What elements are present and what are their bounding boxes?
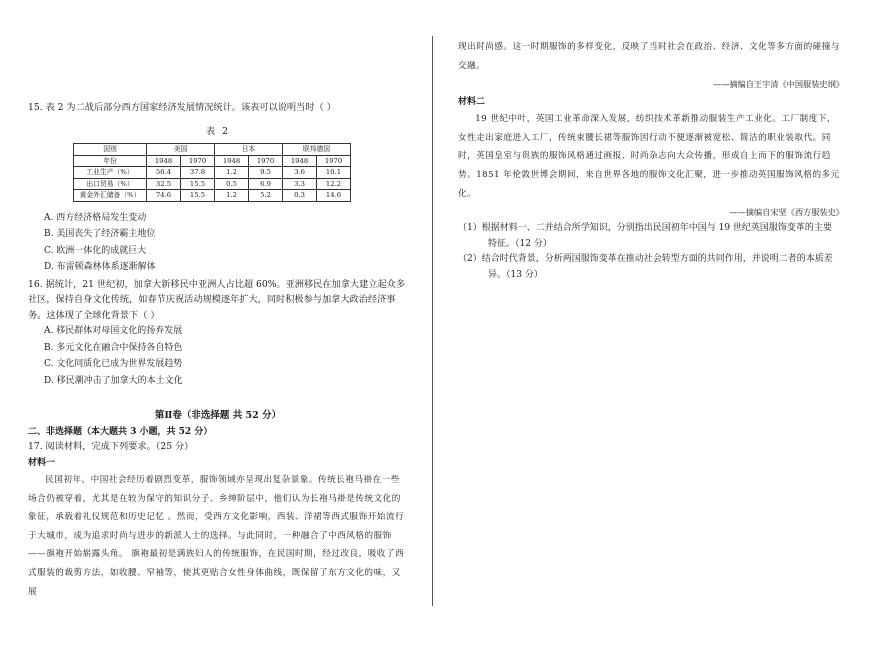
table-cell: 1970 bbox=[181, 155, 215, 167]
economic-stats-table bbox=[73, 143, 351, 202]
table-cell: 1948 bbox=[283, 155, 317, 167]
option-c: C. 欧洲一体化的成就巨大 bbox=[44, 245, 147, 256]
table-cell: 1.2 bbox=[215, 190, 249, 202]
table-row-label: 出口贸易（%） bbox=[74, 178, 147, 190]
sub-question-2-cont: 异。（13 分） bbox=[488, 269, 543, 280]
sub-question-1: （1）根据材料一、二并结合所学知识，分别指出民国初年中国与 19 世纪英国服饰变革的主要 bbox=[458, 223, 832, 234]
table-cell: 9.5 bbox=[249, 167, 283, 179]
option-b: B. 美国丧失了经济霸主地位 bbox=[44, 229, 156, 239]
material-2-source: ——摘编自宋坚《西方服装史》 bbox=[729, 207, 844, 218]
table-cell: 12.2 bbox=[317, 178, 351, 190]
table-header-cell: 年份 bbox=[74, 155, 147, 167]
table-cell: 56.4 bbox=[147, 167, 181, 179]
option-c: C. 文化同质化已成为世界发展趋势 bbox=[44, 359, 183, 369]
table-cell: 3.3 bbox=[283, 178, 317, 190]
table-cell: 6.9 bbox=[249, 178, 283, 190]
question-15-stem: 15. 表 2 为二战后部分西方国家经济发展情况统计。该表可以说明当时（ ） bbox=[28, 102, 336, 113]
column-divider bbox=[432, 36, 433, 606]
table-header-cell: 国别 bbox=[74, 144, 147, 156]
option-a: A. 西方经济格局发生变动 bbox=[44, 212, 147, 223]
sub-question-1-cont: 特征。（12 分） bbox=[488, 238, 552, 249]
table-year-row bbox=[74, 155, 351, 167]
table-cell: 1948 bbox=[147, 155, 181, 167]
table-header-row bbox=[74, 144, 351, 156]
table-cell: 1948 bbox=[215, 155, 249, 167]
table-cell: 14.6 bbox=[317, 190, 351, 202]
option-d: D. 移民潮冲击了加拿大的本土文化 bbox=[44, 375, 183, 386]
sub-question-2: （2）结合时代背景，分析两国服饰变革在推动社会转型方面的共同作用，并说明二者的本质差 bbox=[458, 254, 833, 265]
left-column bbox=[28, 100, 408, 601]
table-row bbox=[74, 178, 351, 190]
option-d: D. 布雷顿森林体系逐渐解体 bbox=[44, 262, 156, 272]
material-2-label: 材料二 bbox=[458, 97, 486, 108]
question-17-stem: 17. 阅读材料，完成下列要求。（25 分） bbox=[28, 441, 194, 452]
table-cell: 74.6 bbox=[147, 190, 181, 202]
material-1-label: 材料一 bbox=[28, 458, 56, 468]
material-1-text-continued: 现出时尚感。这一时期服饰的多样变化，反映了当时社会在政治、经济、文化等多方面的碰撞与交融。 bbox=[458, 42, 840, 71]
table-row-label: 黄金外汇储备（%） bbox=[74, 190, 147, 202]
material-2-text: 19 世纪中叶，英国工业革命深入发展，纺织技术革新推动服装生产工业化。工厂制度下，女性走出家庭进入工厂，传统束腰长裙等服饰因行动不便逐渐被宽松、简洁的职业装取代。同时，英国皇室与贵族的服饰风格通过画报、时尚杂志向大众传播，形成自上而下的服饰流行趋势。1851 年伦敦世博会期间，来自世界各地的服饰文化汇聚，进一步推动英国服饰风格的多元化。 bbox=[458, 114, 840, 199]
table-caption: 表 2 bbox=[206, 126, 230, 137]
table-cell: 5.2 bbox=[249, 190, 283, 202]
table-cell: 15.5 bbox=[181, 178, 215, 190]
option-b: B. 多元文化在融合中保持各自特色 bbox=[44, 342, 183, 353]
table-cell: 15.5 bbox=[181, 190, 215, 202]
table-row bbox=[74, 167, 351, 179]
section-subtitle: 二、非选择题（本大题共 3 小题，共 52 分） bbox=[28, 427, 213, 437]
table-header-cell: 美国 bbox=[147, 144, 215, 156]
table-cell: 10.1 bbox=[317, 167, 351, 179]
table-cell: 37.8 bbox=[181, 167, 215, 179]
right-column bbox=[458, 38, 844, 283]
table-row bbox=[74, 190, 351, 202]
table-cell: 1970 bbox=[317, 155, 351, 167]
section-title: 第Ⅱ卷（非选择题 共 52 分） bbox=[154, 410, 282, 421]
table-cell: 1.2 bbox=[215, 167, 249, 179]
table-cell: 32.5 bbox=[147, 178, 181, 190]
table-cell: 3.6 bbox=[283, 167, 317, 179]
material-1-source: ——摘编自王宇清《中国服装史纲》 bbox=[712, 79, 844, 90]
table-row-label: 工业生产（%） bbox=[74, 167, 147, 179]
table-header-cell: 日本 bbox=[215, 144, 283, 156]
table-cell: 0.3 bbox=[283, 190, 317, 202]
option-a: A. 移民群体对母国文化的扬弃发展 bbox=[44, 326, 183, 336]
table-cell: 0.5 bbox=[215, 178, 249, 190]
table-header-cell: 联邦德国 bbox=[283, 144, 351, 156]
table-cell: 1970 bbox=[249, 155, 283, 167]
material-1-text: 民国初年，中国社会经历着剧烈变革，服饰领域亦呈现出复杂景象。传统长袍马褂在一些场合仍被穿着，尤其是在较为保守的知识分子、乡绅阶层中，他们认为长袍马褂是传统文化的象征，承载着礼仪规范和历史记忆 。然而，受西方文化影响，西装、洋裙等西式服饰开始流行于大城市，成为追求时尚与进步的新派人士的选择。与此同时，一种融合了中西风格的服饰——旗袍开始崭露头角。 旗袍最初是满族妇人的传统服饰，在民国时期，经过改良，吸收了西式服装的裁剪方法，如收腰、窄袖等，使其更贴合女性身体曲线，既保留了东方文化的味，又展 bbox=[28, 475, 405, 597]
question-16-stem: 16. 据统计，21 世纪初，加拿大新移民中亚洲人占比超 60%。亚洲移民在加拿大建立起众多社区，保持自身文化传统，如春节庆祝活动规模逐年扩大，同时积极参与加拿大政治经济事务。这体现了全球化背景下（ ） bbox=[28, 278, 406, 321]
